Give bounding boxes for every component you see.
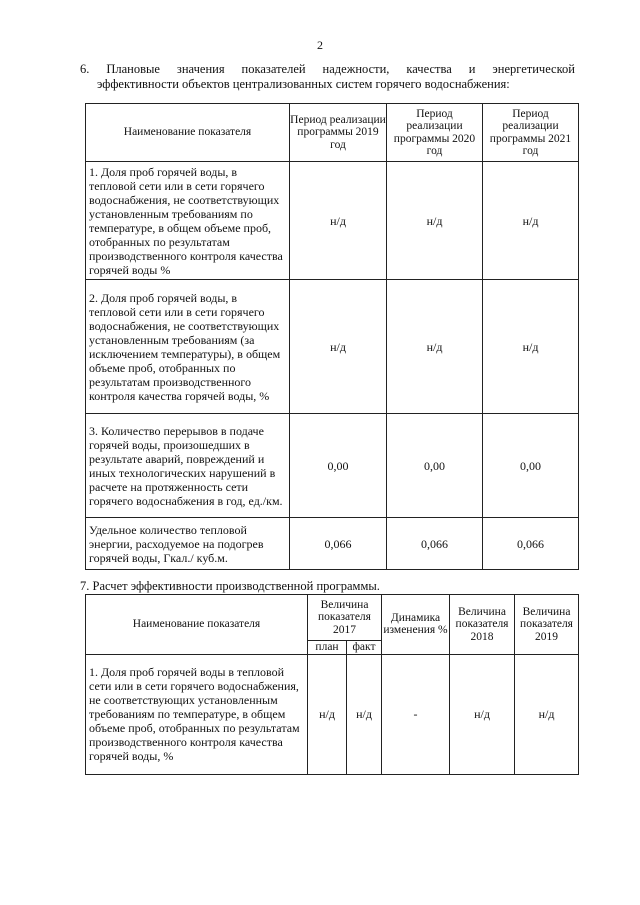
header-plan: план <box>308 641 347 655</box>
value-2020: 0,00 <box>387 414 483 518</box>
section-7-heading: 7. Расчет эффективности производственной программы. <box>80 579 380 593</box>
value-2020: 0,066 <box>387 518 483 570</box>
value-2019: н/д <box>290 162 387 280</box>
value-2019: 0,066 <box>290 518 387 570</box>
value-2019: н/д <box>515 654 579 774</box>
value-2018: н/д <box>450 654 515 774</box>
header-period-2020: Период реализации программы 2020 год <box>387 104 483 162</box>
value-2019: н/д <box>290 280 387 414</box>
header-value-2017: Величина показателя 2017 <box>308 595 382 641</box>
indicator-name: 2. Доля проб горячей воды, в тепловой сети или в сети горячего водоснабжения, не соответствующих установленным требованиям (за исключением температуры), в общем объеме проб, отобранных по результатам производственного контроля качества горячей воды, % <box>86 280 290 414</box>
indicator-name: 1. Доля проб горячей воды, в тепловой сети или в сети горячего водоснабжения, не соответствующих установленным требованиям по температуре, в общем объеме проб, отобранных по результатам производственного контроля качества горячей воды % <box>86 162 290 280</box>
indicator-name: 3. Количество перерывов в подаче горячей воды, произошедших в результате аварий, повреждений и иных технологических нарушений в расчете на протяженность сети горячего водоснабжения в год, ед./км. <box>86 414 290 518</box>
header-dynamics: Динамика изменения % <box>382 595 450 655</box>
indicator-name: Удельное количество тепловой энергии, расходуемое на подогрев горячей воды, Гкал./ куб.м. <box>86 518 290 570</box>
planned-indicators-table <box>85 103 579 570</box>
table-row <box>86 414 579 518</box>
section-6-heading <box>80 62 575 92</box>
efficiency-table <box>85 594 579 775</box>
table-row <box>86 162 579 280</box>
header-value-2018: Величина показателя 2018 <box>450 595 515 655</box>
value-2019: 0,00 <box>290 414 387 518</box>
value-2020: н/д <box>387 162 483 280</box>
header-value-2019: Величина показателя 2019 <box>515 595 579 655</box>
value-dynamics: - <box>382 654 450 774</box>
value-2021: н/д <box>483 280 579 414</box>
section-6-heading-line1: 6. Плановые значения показателей надежности, качества и энергетической <box>80 62 575 76</box>
value-2020: н/д <box>387 280 483 414</box>
value-2021: 0,066 <box>483 518 579 570</box>
value-2021: н/д <box>483 162 579 280</box>
header-indicator-name: Наименование показателя <box>86 104 290 162</box>
indicator-name: 1. Доля проб горячей воды в тепловой сети или в сети горячего водоснабжения, не соответствующих установленным требованиям по температуре, в общем объеме проб, отобранных по результатам производственного контроля качества горячей воды, % <box>86 654 308 774</box>
table-row <box>86 280 579 414</box>
value-fact-2017: н/д <box>347 654 382 774</box>
table-row <box>86 654 579 774</box>
section-6-heading-line2: эффективности объектов централизованных систем горячего водоснабжения: <box>97 77 510 91</box>
value-2021: 0,00 <box>483 414 579 518</box>
header-fact: факт <box>347 641 382 655</box>
value-plan-2017: н/д <box>308 654 347 774</box>
header-period-2019: Период реализации программы 2019 год <box>290 104 387 162</box>
header-period-2021: Период реализации программы 2021 год <box>483 104 579 162</box>
header-indicator-name: Наименование показателя <box>86 595 308 655</box>
table-row <box>86 518 579 570</box>
page-number: 2 <box>317 38 323 52</box>
